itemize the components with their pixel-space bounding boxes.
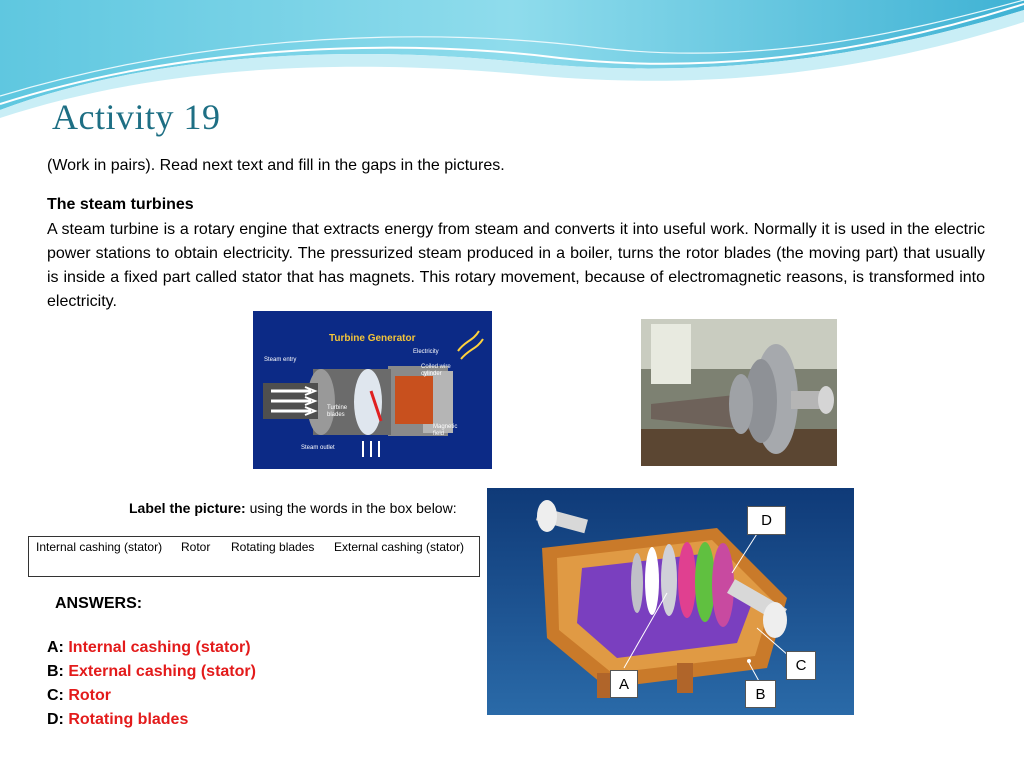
label-instruction-prefix: Label the picture: [129, 500, 246, 516]
label-instruction [129, 500, 457, 516]
turbine-cutaway-illustration [487, 488, 854, 715]
answer-a [47, 639, 251, 657]
slide-title: Activity 19 [52, 97, 221, 137]
answer-value: Internal cashing (stator) [68, 639, 251, 656]
answer-value: Rotating blades [68, 711, 189, 728]
answer-c [47, 687, 111, 705]
answer-d [47, 711, 188, 729]
answer-letter: D: [47, 711, 64, 728]
turbine-generator-illustration [253, 311, 492, 469]
label-turbine: Turbine [327, 405, 348, 411]
diagram-title: Turbine Generator [329, 333, 416, 344]
callout-b: B [745, 680, 776, 708]
label-magnetic: Magnetic [433, 424, 458, 430]
answer-value: External cashing (stator) [68, 663, 256, 680]
word-rotating-blades: Rotating blades [231, 540, 315, 554]
label-steam-entry: Steam entry [264, 357, 297, 363]
turbine-photo-illustration [641, 319, 837, 466]
label-blades: blades [327, 412, 345, 418]
word-rotor: Rotor [181, 540, 211, 554]
answer-letter: A: [47, 639, 64, 656]
label-steam-outlet: Steam outlet [301, 445, 335, 451]
callout-c: C [786, 651, 816, 680]
body-paragraph: A steam turbine is a rotary engine that extracts energy from steam and converts it into useful work. Normally it is used in the electric power stations to obtain electricity. The pressurized steam produced in a boiler, turns the rotor blades (the moving part) that usually is inside a fixed part called stator that has magnets. This rotary movement, because of electromagnetic reasons, is transformed into electricity. [47, 221, 985, 310]
label-coiled-wire: Coiled wire [421, 364, 451, 370]
answer-letter: C: [47, 687, 64, 704]
label-electricity: Electricity [413, 349, 439, 355]
label-cylinder: cylinder [421, 371, 442, 377]
turbine-cutaway-picture [487, 488, 854, 715]
answer-value: Rotor [68, 687, 111, 704]
section-heading: The steam turbines [47, 196, 194, 213]
answer-letter: B: [47, 663, 64, 680]
turbine-generator-diagram [253, 311, 492, 469]
word-internal-casing: Internal cashing (stator) [36, 540, 163, 554]
word-box [28, 536, 480, 577]
callout-a: A [610, 670, 638, 698]
turbine-photo [641, 319, 837, 466]
callout-d: D [747, 506, 786, 535]
label-field: field [433, 431, 445, 437]
label-instruction-suffix: using the words in the box below: [245, 500, 457, 516]
instruction-text: (Work in pairs). Read next text and fill in the gaps in the pictures. [47, 157, 505, 174]
word-external-casing: External cashing (stator) [334, 540, 465, 554]
answer-b [47, 663, 256, 681]
answers-heading: ANSWERS: [55, 595, 143, 612]
